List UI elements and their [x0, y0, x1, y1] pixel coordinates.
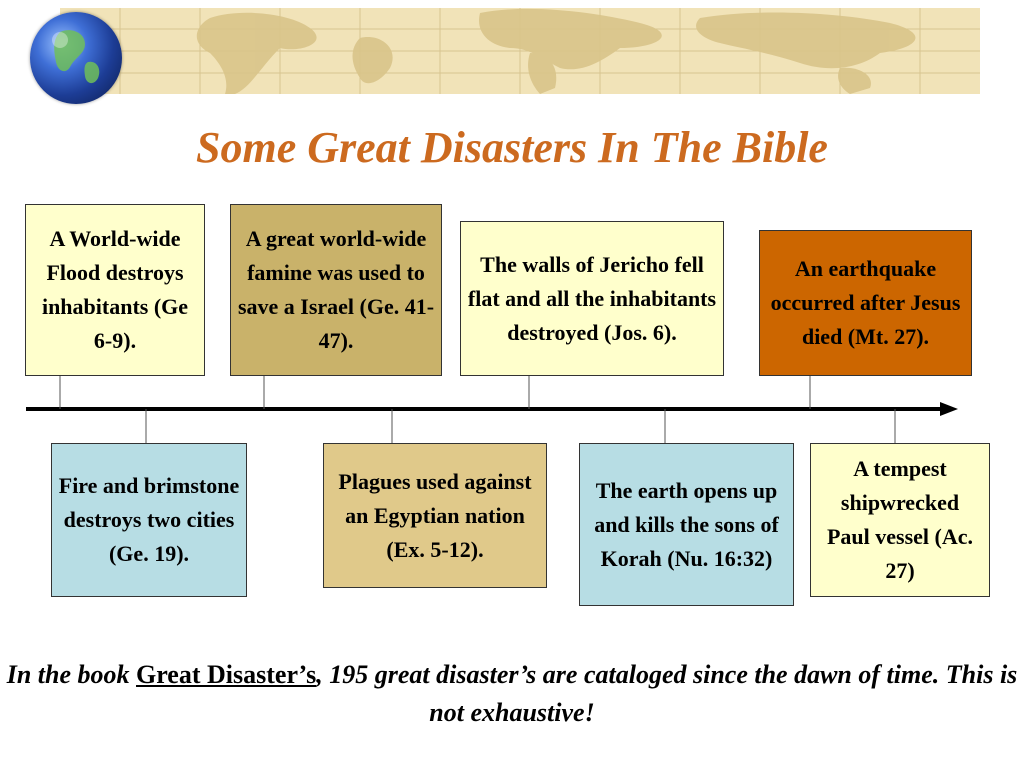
event-box-fire-brimstone	[51, 443, 247, 597]
event-box-famine	[230, 204, 442, 376]
event-text: A great world-wide famine was used to save a Israel (Ge. 41-47).	[237, 226, 435, 353]
event-box-tempest	[810, 443, 990, 597]
event-box-flood	[25, 204, 205, 376]
timeline-arrowhead	[940, 402, 958, 416]
footer-prefix: In the book	[6, 660, 137, 689]
event-text: Plagues used against an Egyptian nation (Ex. 5-12).	[338, 468, 532, 562]
globe-icon	[30, 12, 122, 104]
footer-suffix: , 195 great disaster’s are cataloged since the dawn of time. This is not exhaustive!	[316, 660, 1018, 727]
event-box-korah	[579, 443, 794, 606]
event-box-plagues	[323, 443, 547, 588]
event-text: Fire and brimstone destroys two cities (Ge. 19).	[58, 473, 240, 566]
map-graphic	[60, 8, 980, 94]
event-box-earthquake	[759, 230, 972, 376]
event-text: The walls of Jericho fell flat and all the inhabitants destroyed (Jos. 6).	[467, 251, 717, 345]
event-text: A tempest shipwrecked Paul vessel (Ac. 27)	[826, 456, 974, 583]
event-text: The earth opens up and kills the sons of Korah (Nu. 16:32)	[594, 477, 779, 571]
event-text: A World-wide Flood destroys inhabitants (Ge 6-9).	[41, 226, 189, 353]
event-box-jericho	[460, 221, 724, 376]
book-title: Great Disaster’s	[136, 660, 317, 689]
footer-caption	[0, 656, 1024, 732]
page-title: Some Great Disasters In The Bible	[196, 123, 828, 172]
event-text: An earthquake occurred after Jesus died (Mt. 27).	[770, 256, 961, 349]
world-map-banner	[60, 8, 980, 94]
